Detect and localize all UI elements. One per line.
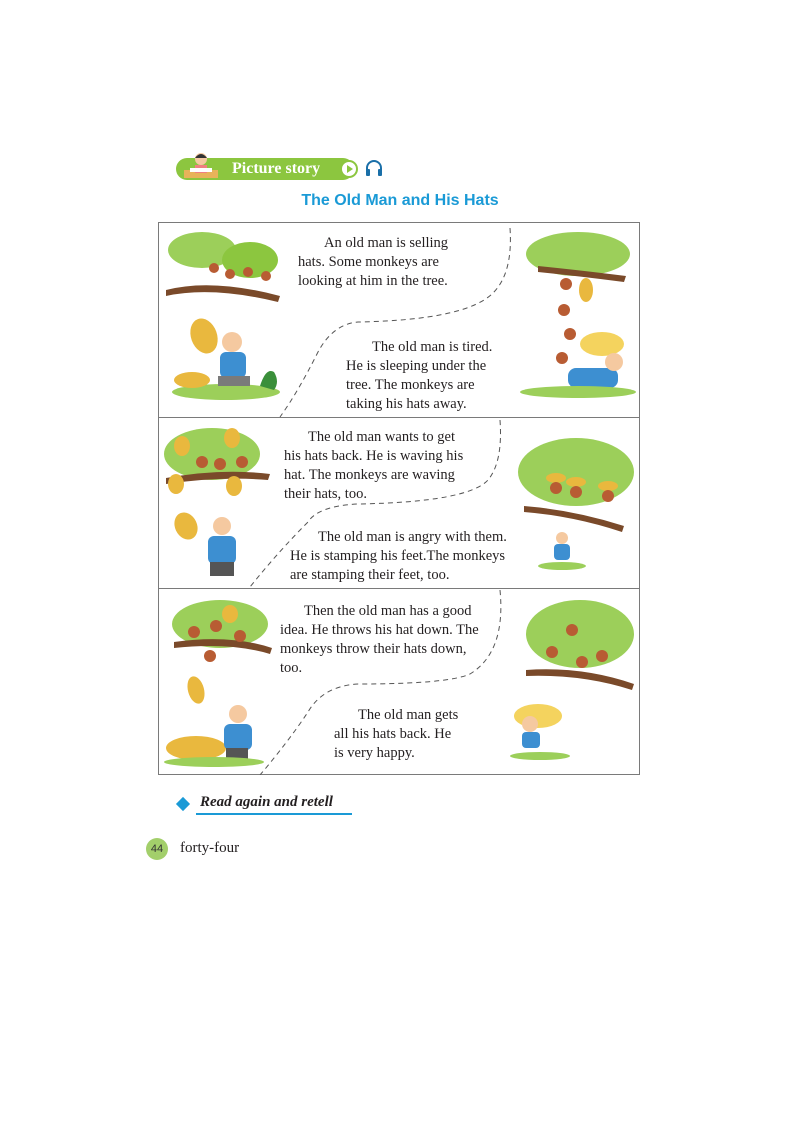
story-line: The old man wants to get: [308, 429, 455, 445]
panel-5-text: [280, 602, 479, 678]
page-number-words: forty-four: [180, 840, 240, 856]
illustration-monkeys-stamping: [514, 432, 638, 572]
story-line: their hats, too.: [284, 486, 367, 502]
story-line: He is stamping his feet.The monkeys: [290, 548, 506, 564]
illustration-monkeys-in-tree: [162, 230, 286, 302]
illustration-old-man-selling: [170, 312, 282, 402]
illustration-monkeys-waving-hats: [162, 424, 274, 500]
story-line: hat. The monkeys are waving: [284, 467, 455, 483]
story-line: monkeys throw their hats down,: [280, 641, 467, 657]
row-divider: [158, 417, 640, 418]
story-line: The old man gets: [358, 707, 459, 723]
story-line: idea. He throws his hat down. The: [280, 622, 479, 638]
illustration-old-man-waving: [172, 512, 242, 582]
panel-2-text: [346, 338, 492, 414]
illustration-happy-old-man: [508, 700, 572, 760]
story-line: The old man is tired.: [372, 339, 493, 355]
headphones-icon[interactable]: [364, 158, 384, 178]
illustration-monkeys-throwing-hats: [170, 598, 274, 668]
story-line: is very happy.: [334, 745, 415, 761]
panel-1-text: [298, 234, 448, 291]
story-line: his hats back. He is waving his: [284, 448, 464, 464]
panel-6-text: [334, 706, 458, 763]
retell-underline: [196, 813, 352, 815]
panel-3-text: [284, 428, 463, 504]
play-icon[interactable]: [340, 160, 358, 178]
illustration-old-man-throwing: [162, 674, 268, 768]
story-line: tree. The monkeys are: [346, 377, 475, 393]
reading-child-icon: [182, 150, 220, 180]
story-title: The Old Man and His Hats: [301, 192, 499, 209]
story-line: An old man is selling: [324, 235, 449, 251]
story-line: He is sleeping under the: [346, 358, 487, 374]
story-line: hats. Some monkeys are: [298, 254, 439, 270]
retell-activity: [172, 794, 372, 816]
retell-label: Read again and retell: [200, 794, 333, 810]
illustration-monkeys-in-tree-end: [522, 596, 638, 696]
story-line: are stamping their feet, too.: [290, 567, 450, 583]
section-header-label: Picture story: [232, 160, 321, 177]
story-line: too.: [280, 660, 303, 676]
panel-4-text: [290, 528, 507, 585]
story-line: The old man is angry with them.: [318, 529, 507, 545]
diamond-bullet-icon: [176, 797, 190, 811]
illustration-sleeping-man-tree: [518, 230, 638, 400]
story-line: taking his hats away.: [346, 396, 467, 412]
story-line: all his hats back. He: [334, 726, 452, 742]
section-header: [172, 150, 392, 184]
row-divider: [158, 588, 640, 589]
page-number: 44: [146, 838, 168, 860]
story-line: Then the old man has a good: [304, 603, 472, 619]
story-line: looking at him in the tree.: [298, 273, 448, 289]
